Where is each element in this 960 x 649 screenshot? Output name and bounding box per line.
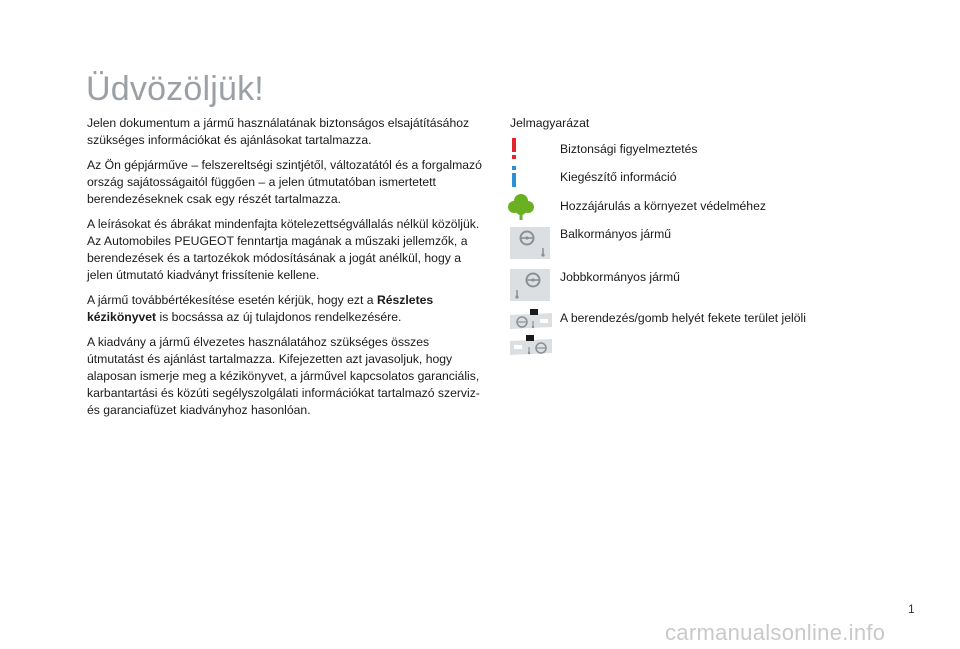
legend-item-environment — [510, 191, 766, 221]
legend-label-additional-info: Kiegészítő információ — [560, 169, 677, 184]
legend-item-safety-warning — [510, 134, 698, 164]
legend-label-safety-warning: Biztonsági figyelmeztetés — [560, 141, 698, 156]
intro-paragraph-1: Jelen dokumentum a jármű használatának biztonságos elsajátításához szükséges információkat és ajánlásokat tartalmazza. — [87, 116, 470, 147]
legend-label-rhd: Jobbkormányos jármű — [560, 269, 680, 284]
intro-paragraph-2: Az Ön gépjárműve – felszereltségi szintjétől, változatától és a forgalmazó ország sajátosságaitól függően – a jelen útmutatóban ismertetett berendezéseknek csak egy részét tartalmazza. — [87, 158, 482, 206]
exclamation-icon — [510, 134, 558, 164]
usage-paragraph: A kiadvány a jármű élvezetes használatához szükséges összes útmutatást és ajánlást tartalmazza. Kifejezetten azt javasoljuk, hogy alaposan ismerje meg a kézikönyvet, a járművel kapcsolatos garanciális, karbantartási és közúti segélyszolgálati információkat tartalmazó szerviz- és garanciafüzet kiadványhoz hasonlóan. — [87, 335, 480, 417]
legend — [510, 115, 840, 325]
legend-label-environment: Hozzájárulás a környezet védelméhez — [560, 198, 766, 213]
legend-heading: Jelmagyarázat — [510, 116, 590, 130]
transfer-paragraph — [87, 292, 489, 326]
transfer-text-before: A jármű továbbértékesítése esetén kérjük, hogy ezt a — [87, 293, 377, 307]
legend-item-additional-info — [510, 162, 677, 192]
tree-icon — [510, 191, 558, 221]
legend-label-lhd: Balkormányos jármű — [560, 226, 672, 241]
legend-item-lhd — [510, 221, 671, 265]
info-icon — [510, 162, 558, 192]
transfer-text-after: is bocsássa az új tulajdonos rendelkezésére. — [156, 310, 402, 324]
page-title: Üdvözöljük! — [86, 70, 264, 108]
manual-name: Részletes kézikönyvet — [87, 293, 434, 324]
intro-text — [87, 115, 489, 427]
legend-item-location-rhd — [510, 329, 558, 359]
intro-paragraph-3: A leírásokat és ábrákat mindenfajta kötelezettségvállalás nélkül közöljük. Az Automobiles PEUGEOT fenntartja magának a műszaki jellemzők, a berendezések és a tartozékok módosításának a jogát anélkül, hogy a jelen útmutató kiadványt frissítenie kellene. — [87, 217, 480, 282]
legend-label-location: A berendezés/gomb helyét fekete terület jelöli — [560, 310, 806, 325]
page-number: 1 — [908, 602, 915, 616]
left-hand-drive-icon — [510, 221, 558, 265]
location-rhd-icon — [510, 329, 558, 359]
watermark: carmanualsonline.info — [665, 620, 886, 645]
